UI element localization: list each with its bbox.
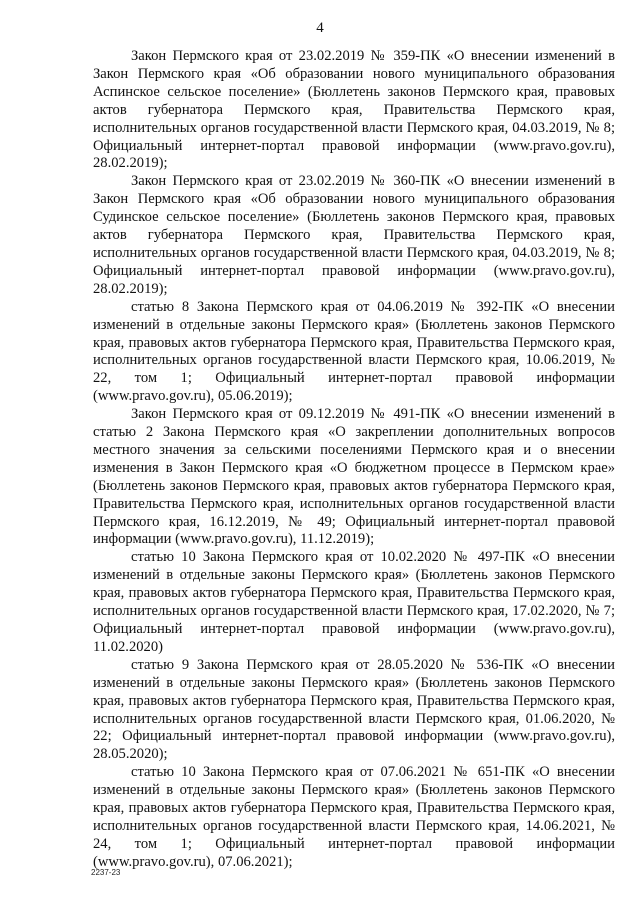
paragraph-law-392: статью 8 Закона Пермского края от 04.06.2019 № 392-ПК «О внесении изменений в отдельные законы Пермского края» (Бюллетень законов Пермского края, правовых актов губернатора Пермского края, Правительства Пермского края, исполнительных органов государственной власти Пермского края, 10.06.2019, № 22, том 1; Официальный интернет-портал правовой информации (www.pravo.gov.ru), 05.06.2019); — [93, 298, 615, 405]
paragraph-law-491: Закон Пермского края от 09.12.2019 № 491-ПК «О внесении изменений в статью 2 Закона Пермского края «О закреплении дополнительных вопросов местного значения за сельскими поселениями Пермского края и о внесении изменения в Закон Пермского края «О бюджетном процессе в Пермском крае» (Бюллетень законов Пермского края, правовых актов губернатора Пермского края, Правительства Пермского края, исполнительных органов государственной власти Пермского края, 16.12.2019, № 49; Официальный интернет-портал правовой информации (www.pravo.gov.ru), 11.12.2019); — [93, 406, 615, 548]
page-number: 4 — [316, 20, 324, 36]
document-code: 2237-23 — [91, 868, 121, 877]
paragraph-law-360: Закон Пермского края от 23.02.2019 № 360-ПК «О внесении изменений в Закон Пермского края «Об образовании нового муниципального образования Судинское сельское поселение» (Бюллетень законов Пермского края, правовых актов губернатора Пермского края, Правительства Пермского края, исполнительных органов государственной власти Пермского края, 04.03.2019, № 8; Официальный интернет-портал правовой информации (www.pravo.gov.ru), 28.02.2019); — [93, 173, 615, 297]
paragraph-law-497: статью 10 Закона Пермского края от 10.02.2020 № 497-ПК «О внесении изменений в отдельные законы Пермского края» (Бюллетень законов Пермского края, правовых актов губернатора Пермского края, Правительства Пермского края, исполнительных органов государственной власти Пермского края, 17.02.2020, № 7; Официальный интернет-портал правовой информации (www.pravo.gov.ru), 11.02.2020) — [93, 549, 615, 655]
paragraph-law-359: Закон Пермского края от 23.02.2019 № 359-ПК «О внесении изменений в Закон Пермского края «Об образовании нового муниципального образования Аспинское сельское поселение» (Бюллетень законов Пермского края, правовых актов губернатора Пермского края, Правительства Пермского края, исполнительных органов государственной власти Пермского края, 04.03.2019, № 8; Официальный интернет-портал правовой информации (www.pravo.gov.ru), 28.02.2019); — [93, 48, 615, 172]
paragraph-law-651: статью 10 Закона Пермского края от 07.06.2021 № 651-ПК «О внесении изменений в отдельные законы Пермского края» (Бюллетень законов Пермского края, правовых актов губернатора Пермского края, Правительства Пермского края, исполнительных органов государственной власти Пермского края, 14.06.2021, № 24, том 1; Официальный интернет-портал правовой информации (www.pravo.gov.ru), 07.06.2021); — [93, 764, 615, 870]
paragraph-law-536: статью 9 Закона Пермского края от 28.05.2020 № 536-ПК «О внесении изменений в отдельные законы Пермского края» (Бюллетень законов Пермского края, правовых актов губернатора Пермского края, Правительства Пермского края, исполнительных органов государственной власти Пермского края, 01.06.2020, № 22; Официальный интернет-портал правовой информации (www.pravo.gov.ru), 28.05.2020); — [93, 656, 615, 763]
document-body — [93, 48, 615, 872]
